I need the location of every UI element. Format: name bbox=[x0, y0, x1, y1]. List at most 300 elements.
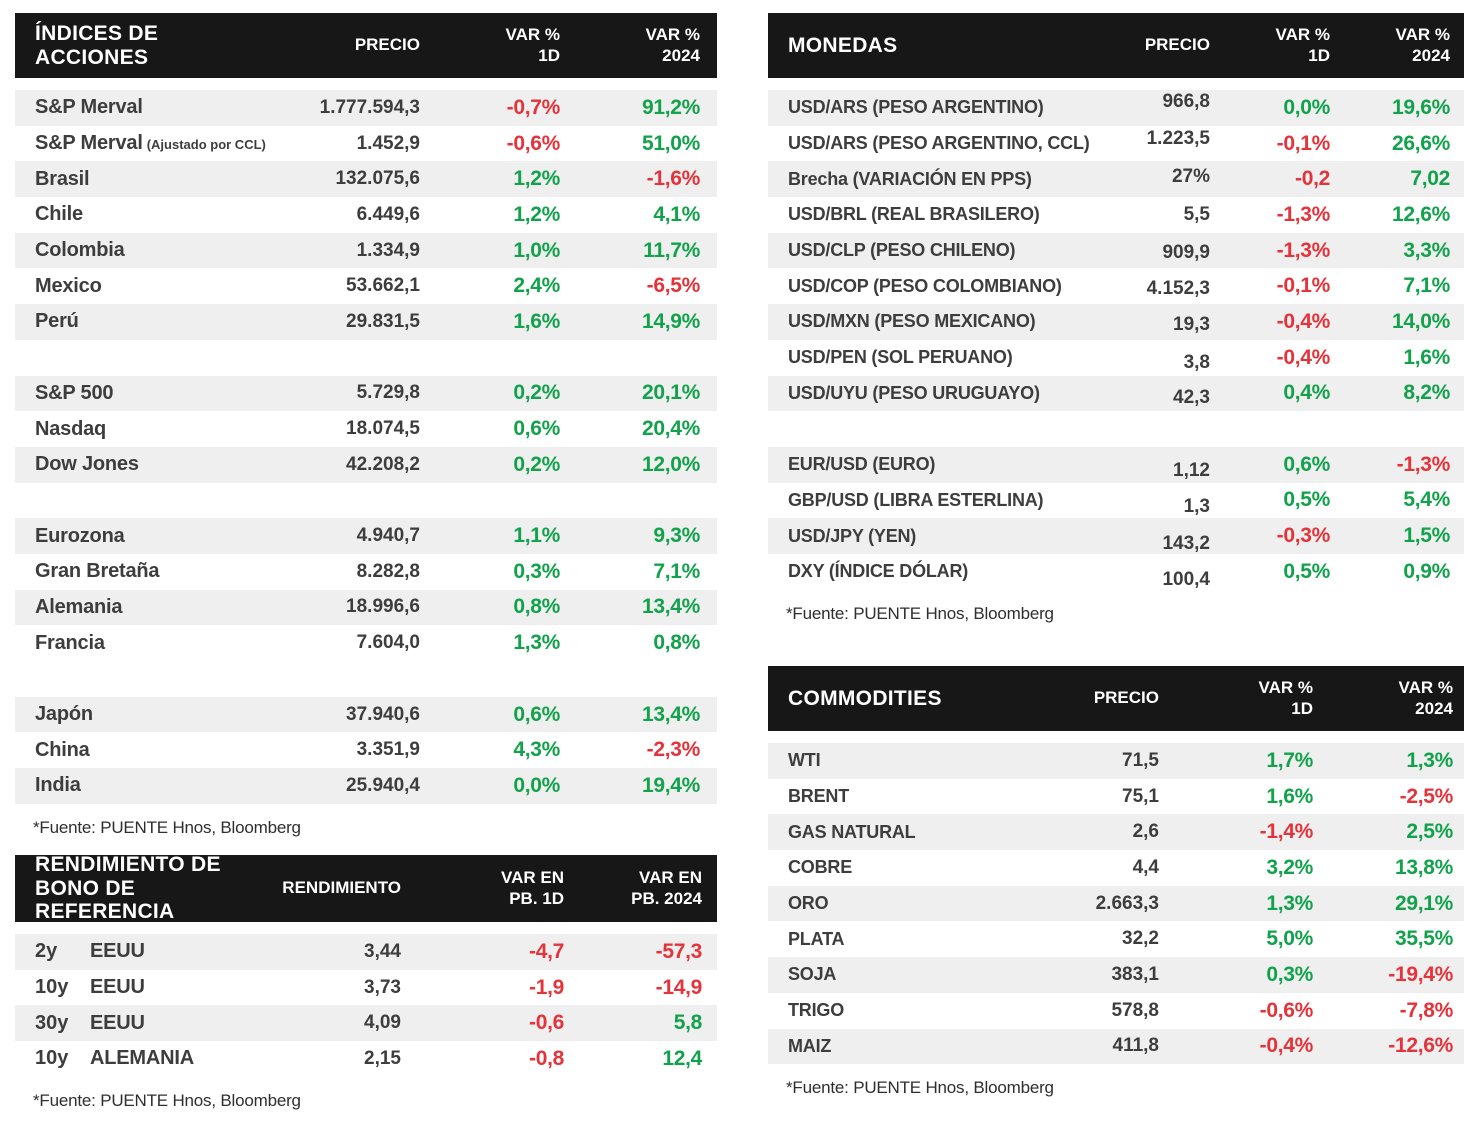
var-1d-value: -0,1% bbox=[1276, 131, 1330, 155]
col-var-line1: VAR % bbox=[1395, 25, 1450, 45]
price-value: 7.604,0 bbox=[356, 632, 420, 654]
price-cell bbox=[1090, 168, 1210, 190]
var-1d-value: 0,3% bbox=[513, 559, 560, 583]
price-value: 42,3 bbox=[1173, 387, 1210, 409]
var-1d-cell bbox=[1210, 560, 1330, 584]
price-value: 909,9 bbox=[1162, 241, 1210, 263]
var-2024-value: 1,5% bbox=[1403, 524, 1450, 548]
var-2024-cell bbox=[1330, 381, 1450, 405]
row-label-cell bbox=[35, 940, 251, 963]
var-1d-value: -0,8 bbox=[529, 1046, 564, 1070]
price-cell bbox=[1009, 857, 1159, 879]
price-value: 1.223,5 bbox=[1146, 127, 1210, 149]
row-label-cell bbox=[788, 561, 1090, 582]
var-2024-value: -7,8% bbox=[1399, 998, 1453, 1022]
var-1d-cell bbox=[1210, 524, 1330, 548]
bonds-header bbox=[15, 855, 717, 922]
var-2024-value: 35,5% bbox=[1394, 927, 1453, 951]
var-2024-cell bbox=[560, 381, 700, 405]
var-1d-value: -0,3% bbox=[1276, 524, 1330, 548]
var-2024-cell bbox=[1313, 999, 1453, 1023]
row-label: USD/MXN (PESO MEXICANO) bbox=[788, 311, 1036, 332]
var-2024-value: -2,3% bbox=[646, 738, 700, 762]
price-value: 578,8 bbox=[1111, 999, 1159, 1021]
row-label-cell bbox=[35, 976, 251, 999]
row-label-cell bbox=[788, 822, 1009, 843]
col-var-line1: VAR % bbox=[645, 25, 700, 45]
commodities-col-var-1d bbox=[1159, 678, 1313, 718]
row-label: MAIZ bbox=[788, 1035, 832, 1056]
price-value: 29.831,5 bbox=[346, 310, 420, 332]
var-2024-cell bbox=[560, 239, 700, 263]
var-1d-value: -1,3% bbox=[1276, 238, 1330, 262]
var-2024-value: 4,1% bbox=[653, 202, 700, 226]
col-var-line1: VAR EN bbox=[639, 868, 702, 888]
price-value: 42.208,2 bbox=[346, 453, 420, 475]
var-2024-cell bbox=[1330, 239, 1450, 263]
row-label: S&P Merval bbox=[35, 96, 143, 119]
var-1d-cell bbox=[1210, 453, 1330, 477]
var-1d-cell bbox=[420, 203, 560, 227]
price-value: 6.449,6 bbox=[356, 203, 420, 225]
indices-col-precio: PRECIO bbox=[354, 35, 420, 55]
price-value: 143,2 bbox=[1162, 533, 1210, 555]
price-value: 8.282,8 bbox=[356, 560, 420, 582]
var-2024-cell bbox=[1313, 892, 1453, 916]
price-value: 383,1 bbox=[1111, 963, 1159, 985]
row-label-cell bbox=[35, 1047, 251, 1070]
bonds-rows bbox=[15, 934, 717, 1077]
var-1d-cell bbox=[1210, 381, 1330, 405]
price-cell bbox=[251, 941, 401, 963]
row-label: Japón bbox=[35, 703, 93, 726]
row-label: EUR/USD (EURO) bbox=[788, 454, 936, 475]
var-2024-cell bbox=[1330, 167, 1450, 191]
table-row bbox=[15, 1041, 717, 1077]
row-label: DXY (ÍNDICE DÓLAR) bbox=[788, 561, 969, 582]
var-2024-cell bbox=[560, 524, 700, 548]
row-label: WTI bbox=[788, 750, 821, 771]
var-2024-value: 1,6% bbox=[1403, 345, 1450, 369]
var-2024-cell bbox=[1313, 1034, 1453, 1058]
price-cell bbox=[1090, 127, 1210, 155]
row-label: Brecha (VARIACIÓN EN PPS) bbox=[788, 168, 1032, 189]
col-var-line2: 1D bbox=[1308, 45, 1330, 65]
price-cell bbox=[1009, 964, 1159, 986]
currencies-col-precio: PRECIO bbox=[1144, 35, 1210, 55]
var-1d-cell bbox=[420, 310, 560, 334]
price-cell bbox=[1009, 750, 1159, 772]
table-row bbox=[15, 768, 717, 804]
row-label: S&P 500 bbox=[35, 381, 114, 404]
table-row bbox=[15, 1005, 717, 1041]
col-var-line2: 2024 bbox=[1412, 45, 1450, 65]
var-1d-value: 1,2% bbox=[513, 202, 560, 226]
row-label: Colombia bbox=[35, 239, 125, 262]
var-2024-cell bbox=[564, 1047, 702, 1071]
var-2024-cell bbox=[1330, 96, 1450, 120]
var-2024-value: -6,5% bbox=[646, 274, 700, 298]
price-value: 1,12 bbox=[1173, 459, 1210, 481]
price-value: 132.075,6 bbox=[335, 168, 420, 190]
row-label: PLATA bbox=[788, 928, 845, 949]
row-label: USD/JPY (YEN) bbox=[788, 525, 917, 546]
row-label-cell bbox=[788, 311, 1090, 332]
row-label-cell bbox=[35, 525, 270, 548]
var-2024-cell bbox=[1313, 785, 1453, 809]
commodities-header bbox=[768, 666, 1464, 731]
var-2024-value: -12,6% bbox=[1388, 1034, 1453, 1058]
indices-rows bbox=[15, 90, 717, 804]
var-2024-cell bbox=[560, 417, 700, 441]
row-label-cell bbox=[35, 96, 270, 119]
var-1d-value: -0,6% bbox=[506, 131, 560, 155]
price-value: 100,4 bbox=[1162, 568, 1210, 590]
var-1d-cell bbox=[1210, 346, 1330, 370]
indices-col-var-2024 bbox=[560, 25, 700, 65]
table-row bbox=[768, 483, 1464, 519]
price-value: 5.729,8 bbox=[356, 382, 420, 404]
indices-col-var-1d bbox=[420, 25, 560, 65]
row-label-cell bbox=[35, 275, 270, 298]
price-value: 966,8 bbox=[1162, 90, 1210, 112]
price-cell bbox=[1009, 893, 1159, 915]
price-value: 32,2 bbox=[1122, 928, 1159, 950]
col-var-line2: 2024 bbox=[1415, 698, 1453, 718]
row-label: COBRE bbox=[788, 857, 853, 878]
price-cell bbox=[270, 454, 420, 476]
var-1d-value: 0,4% bbox=[1283, 381, 1330, 405]
row-label: EEUU bbox=[90, 976, 145, 999]
table-row bbox=[768, 850, 1464, 886]
var-2024-value: 5,8 bbox=[673, 1011, 702, 1035]
row-label-cell bbox=[788, 97, 1090, 118]
var-1d-cell bbox=[1159, 785, 1313, 809]
table-row bbox=[768, 268, 1464, 304]
var-2024-value: -14,9 bbox=[655, 975, 702, 999]
var-1d-cell bbox=[420, 595, 560, 619]
var-2024-value: 91,2% bbox=[641, 95, 700, 119]
bond-tenor: 2y bbox=[35, 940, 58, 963]
var-1d-value: 0,3% bbox=[1266, 962, 1313, 986]
var-2024-value: 13,8% bbox=[1394, 855, 1453, 879]
price-value: 3,8 bbox=[1183, 351, 1210, 373]
var-1d-cell bbox=[1210, 96, 1330, 120]
row-label: ALEMANIA bbox=[90, 1047, 194, 1070]
var-2024-cell bbox=[560, 738, 700, 762]
row-label-cell bbox=[35, 703, 270, 726]
var-1d-value: 2,4% bbox=[513, 274, 560, 298]
row-label: USD/COP (PESO COLOMBIANO) bbox=[788, 275, 1062, 296]
price-value: 4.940,7 bbox=[356, 525, 420, 547]
price-cell bbox=[270, 204, 420, 226]
table-row bbox=[15, 697, 717, 733]
row-label: Brasil bbox=[35, 167, 90, 190]
price-value: 2,6 bbox=[1132, 821, 1159, 843]
var-1d-value: -0,6% bbox=[1259, 998, 1313, 1022]
var-2024-cell bbox=[1330, 274, 1450, 298]
var-1d-value: 1,3% bbox=[513, 631, 560, 655]
var-1d-cell bbox=[1159, 856, 1313, 880]
commodities-col-precio: PRECIO bbox=[1093, 688, 1159, 708]
currencies-rows bbox=[768, 90, 1464, 590]
var-1d-value: 1,2% bbox=[513, 167, 560, 191]
row-label-cell bbox=[788, 1036, 1009, 1057]
bond-tenor: 10y bbox=[35, 1047, 69, 1070]
row-label: Chile bbox=[35, 203, 83, 226]
var-1d-cell bbox=[420, 560, 560, 584]
row-label-cell bbox=[35, 774, 270, 797]
col-var-line1: VAR % bbox=[505, 25, 560, 45]
var-2024-cell bbox=[1330, 560, 1450, 584]
currencies-header bbox=[768, 13, 1464, 78]
row-label-cell bbox=[788, 929, 1009, 950]
commodities-col-var-2024 bbox=[1313, 678, 1453, 718]
row-label-cell bbox=[788, 204, 1090, 225]
var-2024-cell bbox=[1313, 856, 1453, 880]
price-value: 53.662,1 bbox=[346, 275, 420, 297]
row-label: GAS NATURAL bbox=[788, 821, 916, 842]
row-label: EEUU bbox=[90, 1011, 145, 1034]
price-cell bbox=[1090, 90, 1210, 119]
table-row bbox=[768, 921, 1464, 957]
var-1d-value: 1,6% bbox=[1266, 784, 1313, 808]
row-label: USD/BRL (REAL BRASILERO) bbox=[788, 204, 1040, 225]
table-row bbox=[15, 970, 717, 1006]
price-value: 2.663,3 bbox=[1095, 892, 1159, 914]
col-var-line1: VAR % bbox=[1275, 25, 1330, 45]
table-row bbox=[768, 554, 1464, 590]
var-1d-value: -0,4% bbox=[1259, 1034, 1313, 1058]
var-1d-value: 0,5% bbox=[1283, 488, 1330, 512]
row-label: ORO bbox=[788, 893, 829, 914]
row-label-cell bbox=[788, 383, 1090, 404]
var-1d-cell bbox=[1210, 167, 1330, 191]
row-label: SOJA bbox=[788, 964, 837, 985]
price-value: 2,15 bbox=[364, 1047, 401, 1069]
var-1d-cell bbox=[1210, 310, 1330, 334]
row-label-cell bbox=[788, 893, 1009, 914]
row-label-cell bbox=[35, 418, 270, 441]
var-2024-cell bbox=[1313, 820, 1453, 844]
var-1d-cell bbox=[420, 274, 560, 298]
row-label: EEUU bbox=[90, 940, 145, 963]
var-2024-value: -1,6% bbox=[646, 167, 700, 191]
col-var-line2: PB. 1D bbox=[509, 888, 564, 908]
price-value: 37.940,6 bbox=[346, 703, 420, 725]
col-var-line2: 1D bbox=[1291, 698, 1313, 718]
table-row bbox=[768, 197, 1464, 233]
price-cell bbox=[1009, 786, 1159, 808]
table-row bbox=[15, 268, 717, 304]
var-1d-value: -4,7 bbox=[529, 939, 564, 963]
price-cell bbox=[1009, 928, 1159, 950]
price-cell bbox=[270, 561, 420, 583]
price-cell bbox=[270, 632, 420, 654]
col-var-line1: VAR EN bbox=[501, 868, 564, 888]
price-value: 3,44 bbox=[364, 940, 401, 962]
table-row bbox=[15, 197, 717, 233]
var-1d-cell bbox=[1210, 203, 1330, 227]
var-2024-cell bbox=[560, 560, 700, 584]
var-1d-cell bbox=[1159, 820, 1313, 844]
var-2024-value: -1,3% bbox=[1396, 452, 1450, 476]
var-2024-cell bbox=[1313, 927, 1453, 951]
var-2024-cell bbox=[1330, 488, 1450, 512]
row-label-suffix: (Ajustado por CCL) bbox=[146, 137, 266, 153]
table-row bbox=[768, 957, 1464, 993]
row-label: Gran Bretaña bbox=[35, 560, 160, 583]
price-cell bbox=[1090, 489, 1210, 518]
var-1d-cell bbox=[420, 524, 560, 548]
price-cell bbox=[270, 775, 420, 797]
row-label: USD/ARS (PESO ARGENTINO, CCL) bbox=[788, 133, 1090, 154]
table-row bbox=[15, 376, 717, 412]
var-2024-value: 9,3% bbox=[653, 524, 700, 548]
price-value: 71,5 bbox=[1122, 749, 1159, 771]
table-row bbox=[768, 126, 1464, 162]
table-row bbox=[768, 814, 1464, 850]
var-1d-cell bbox=[1159, 892, 1313, 916]
var-1d-value: 1,7% bbox=[1266, 748, 1313, 772]
var-1d-cell bbox=[1159, 963, 1313, 987]
commodities-source-note: *Fuente: PUENTE Hnos, Bloomberg bbox=[786, 1078, 1054, 1098]
table-row bbox=[768, 518, 1464, 554]
indices-title: ÍNDICES DE ACCIONES bbox=[35, 21, 159, 69]
col-var-line1: VAR % bbox=[1398, 678, 1453, 698]
row-label-cell bbox=[788, 454, 1090, 475]
commodities-rows bbox=[768, 743, 1464, 1064]
var-2024-cell bbox=[560, 774, 700, 798]
price-cell bbox=[1090, 382, 1210, 409]
table-row bbox=[768, 447, 1464, 483]
table-row bbox=[15, 90, 717, 126]
row-label-cell bbox=[35, 310, 270, 333]
var-1d-cell bbox=[1159, 927, 1313, 951]
price-cell bbox=[1090, 347, 1210, 373]
var-1d-value: 0,2% bbox=[513, 381, 560, 405]
table-row bbox=[768, 1029, 1464, 1065]
var-1d-cell bbox=[420, 132, 560, 156]
col-var-line1: VAR % bbox=[1258, 678, 1313, 698]
var-2024-value: 20,1% bbox=[641, 381, 700, 405]
price-value: 1.452,9 bbox=[356, 132, 420, 154]
row-label-cell bbox=[788, 857, 1009, 878]
bond-tenor: 30y bbox=[35, 1011, 69, 1034]
price-value: 411,8 bbox=[1112, 1035, 1159, 1057]
var-1d-value: -1,3% bbox=[1276, 202, 1330, 226]
bonds-col-var-pb-2024 bbox=[564, 868, 702, 908]
row-label-cell bbox=[35, 560, 270, 583]
table-row bbox=[15, 590, 717, 626]
row-label-cell bbox=[788, 526, 1090, 547]
var-1d-value: -1,9 bbox=[529, 975, 564, 999]
var-2024-value: -57,3 bbox=[655, 939, 702, 963]
row-label-cell bbox=[35, 382, 270, 405]
table-row bbox=[15, 304, 717, 340]
bonds-title-line1: RENDIMIENTO DE bbox=[35, 853, 221, 877]
var-2024-value: 7,1% bbox=[653, 559, 700, 583]
var-2024-value: 2,5% bbox=[1406, 820, 1453, 844]
price-cell bbox=[270, 168, 420, 190]
row-label-cell bbox=[35, 239, 270, 262]
price-cell bbox=[270, 739, 420, 761]
bond-tenor: 10y bbox=[35, 976, 69, 999]
row-label-cell bbox=[788, 490, 1090, 511]
row-label: USD/UYU (PESO URUGUAYO) bbox=[788, 382, 1040, 403]
var-1d-value: 0,6% bbox=[1283, 452, 1330, 476]
row-label-cell bbox=[788, 240, 1090, 261]
price-cell bbox=[1090, 275, 1210, 300]
var-1d-value: 0,0% bbox=[1283, 95, 1330, 119]
var-2024-value: -19,4% bbox=[1388, 962, 1453, 986]
row-label-cell bbox=[35, 168, 270, 191]
var-2024-value: 13,4% bbox=[641, 595, 700, 619]
currencies-table bbox=[768, 13, 1464, 624]
col-var-line2: 2024 bbox=[662, 45, 700, 65]
row-label: China bbox=[35, 738, 90, 761]
price-cell bbox=[270, 311, 420, 333]
var-1d-value: 0,5% bbox=[1283, 559, 1330, 583]
spacer-row bbox=[15, 661, 717, 697]
var-2024-value: 5,4% bbox=[1403, 488, 1450, 512]
row-label: GBP/USD (LIBRA ESTERLINA) bbox=[788, 489, 1044, 510]
table-row bbox=[768, 233, 1464, 269]
row-label: BRENT bbox=[788, 786, 849, 807]
table-row bbox=[15, 934, 717, 970]
row-label: USD/ARS (PESO ARGENTINO) bbox=[788, 97, 1044, 118]
table-row bbox=[768, 993, 1464, 1029]
var-2024-value: 0,9% bbox=[1403, 559, 1450, 583]
var-1d-value: 1,1% bbox=[513, 524, 560, 548]
var-2024-cell bbox=[560, 274, 700, 298]
col-var-line2: 1D bbox=[538, 45, 560, 65]
bonds-table bbox=[15, 855, 717, 1111]
price-cell bbox=[270, 97, 420, 119]
var-2024-value: 7,02 bbox=[1410, 167, 1450, 191]
var-2024-value: 19,6% bbox=[1391, 95, 1450, 119]
var-2024-value: 8,2% bbox=[1403, 381, 1450, 405]
var-2024-value: 14,0% bbox=[1391, 309, 1450, 333]
commodities-table bbox=[768, 666, 1464, 1098]
price-cell bbox=[270, 704, 420, 726]
var-1d-value: 0,6% bbox=[513, 417, 560, 441]
row-label: USD/PEN (SOL PERUANO) bbox=[788, 347, 1013, 368]
var-1d-value: 0,2% bbox=[513, 452, 560, 476]
price-cell bbox=[270, 382, 420, 404]
var-2024-value: 19,4% bbox=[641, 773, 700, 797]
row-label: S&P Merval bbox=[35, 132, 143, 155]
indices-table bbox=[15, 13, 717, 838]
var-1d-value: 0,8% bbox=[513, 595, 560, 619]
var-1d-cell bbox=[420, 631, 560, 655]
var-2024-value: 3,3% bbox=[1403, 238, 1450, 262]
price-cell bbox=[270, 275, 420, 297]
price-value: 4,4 bbox=[1132, 856, 1159, 878]
price-value: 19,3 bbox=[1173, 313, 1210, 335]
currencies-source-note: *Fuente: PUENTE Hnos, Bloomberg bbox=[786, 603, 1054, 623]
var-1d-cell bbox=[401, 976, 564, 1000]
price-value: 75,1 bbox=[1122, 785, 1159, 807]
row-label: Eurozona bbox=[35, 524, 125, 547]
var-1d-value: -0,7% bbox=[506, 95, 560, 119]
var-2024-value: 12,0% bbox=[641, 452, 700, 476]
price-cell bbox=[1090, 454, 1210, 481]
var-1d-cell bbox=[420, 239, 560, 263]
var-1d-value: -0,1% bbox=[1276, 274, 1330, 298]
var-1d-value: -0,4% bbox=[1276, 309, 1330, 333]
var-2024-value: 29,1% bbox=[1394, 891, 1453, 915]
